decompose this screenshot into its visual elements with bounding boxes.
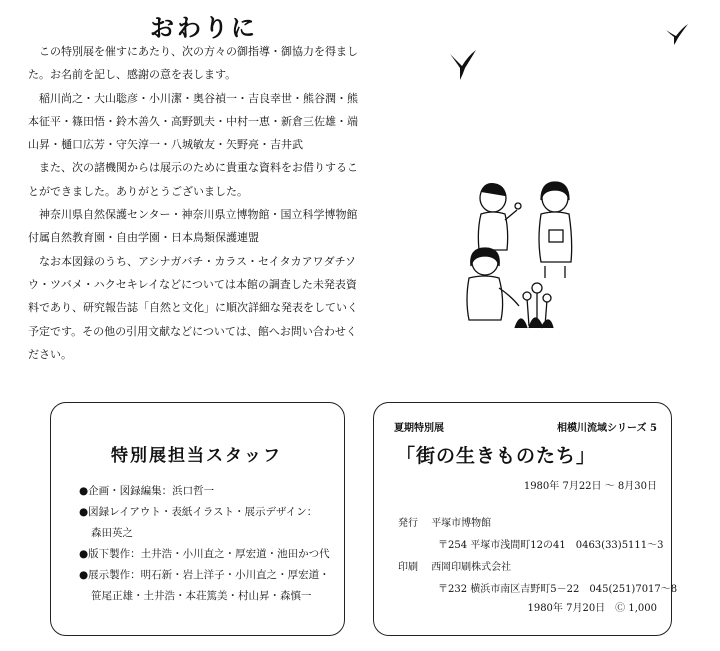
exhibition-period: 1980年 7月22日 ～ 8月30日: [523, 481, 657, 492]
staff-title: 特別展担当スタッフ: [111, 446, 282, 466]
series-label: 相模川流域シリーズ 5: [557, 423, 657, 434]
staff-line: ●展示製作：明石新・岩上洋子・小川直之・厚宏道・: [79, 569, 330, 581]
printer-name: 西岡印刷株式会社: [431, 562, 512, 573]
printer-address: 〒232 横浜市南区吉野町5－22 045(251)7017～8: [438, 584, 678, 595]
paragraph: また、次の諸機関からは展示のために貴重な資料をお借りすることができました。ありがとうございました。: [28, 161, 358, 198]
paragraph: 神奈川県自然保護センター・神奈川県立博物館・国立科学博物館付属自然教育園・自由学園・日本鳥類保護連盟: [28, 208, 358, 245]
swallow-icon: [664, 22, 690, 46]
page-title: おわりに: [150, 13, 258, 42]
paragraph: 稲川尚之・大山聡彦・小川潔・奥谷禎一・吉良幸世・熊谷潤・熊本征平・篠田悟・鈴木善久・高野凱夫・中村一恵・新倉三佐雄・端山昇・樋口広芳・守矢淳一・八城敏友・矢野亮・吉井武: [28, 91, 358, 152]
publisher-name: 平塚市博物館: [431, 518, 492, 529]
staff-line: 笹尾正雄・土井浩・本荘篤美・村山昇・森慎一: [91, 590, 312, 602]
printer-row: [398, 557, 677, 579]
issue-date-price: 1980年 7月20日 Ⓒ 1,000: [527, 603, 657, 614]
exhibition-label: 夏期特別展: [394, 423, 444, 434]
staff-line: 森田英之: [91, 527, 133, 539]
publisher-address: 〒254 平塚市浅間町12の41 0463(33)5111～3: [438, 540, 664, 551]
colophon-box: [373, 402, 678, 636]
staff-box: [50, 402, 345, 636]
colophon-details: [398, 513, 677, 601]
staff-line: ●企画・図録編集：浜口哲一: [79, 485, 215, 497]
paragraph: なお本図録のうち、アシナガバチ・カラス・セイタカアワダチソウ・ツバメ・ハクセキレイなどについては本館の調査した未発表資料であり、研究報告誌「自然と文化」に順次詳細な発表をしていく予定です。その他の引用文献などについては、館へお問い合わせください。: [28, 254, 358, 361]
publisher-row: [398, 513, 677, 535]
exhibition-title: 「街の生きものたち」: [396, 445, 597, 467]
paragraph: この特別展を催すにあたり、次の方々の御指導・御協力を得ました。お名前を記し、感謝の意を表します。: [28, 45, 358, 82]
printer-label: 印刷: [398, 562, 418, 573]
children-illustration: [455, 170, 585, 340]
acknowledgement-text: [28, 40, 358, 366]
publisher-label: 発行: [398, 518, 418, 529]
staff-list: [79, 481, 339, 607]
staff-line: ●版下製作：土井浩・小川直之・厚宏道・池田かつ代: [79, 548, 330, 560]
staff-line: ●図録レイアウト・表紙イラスト・展示デザイン：: [79, 506, 318, 518]
swallow-icon: [448, 48, 478, 82]
